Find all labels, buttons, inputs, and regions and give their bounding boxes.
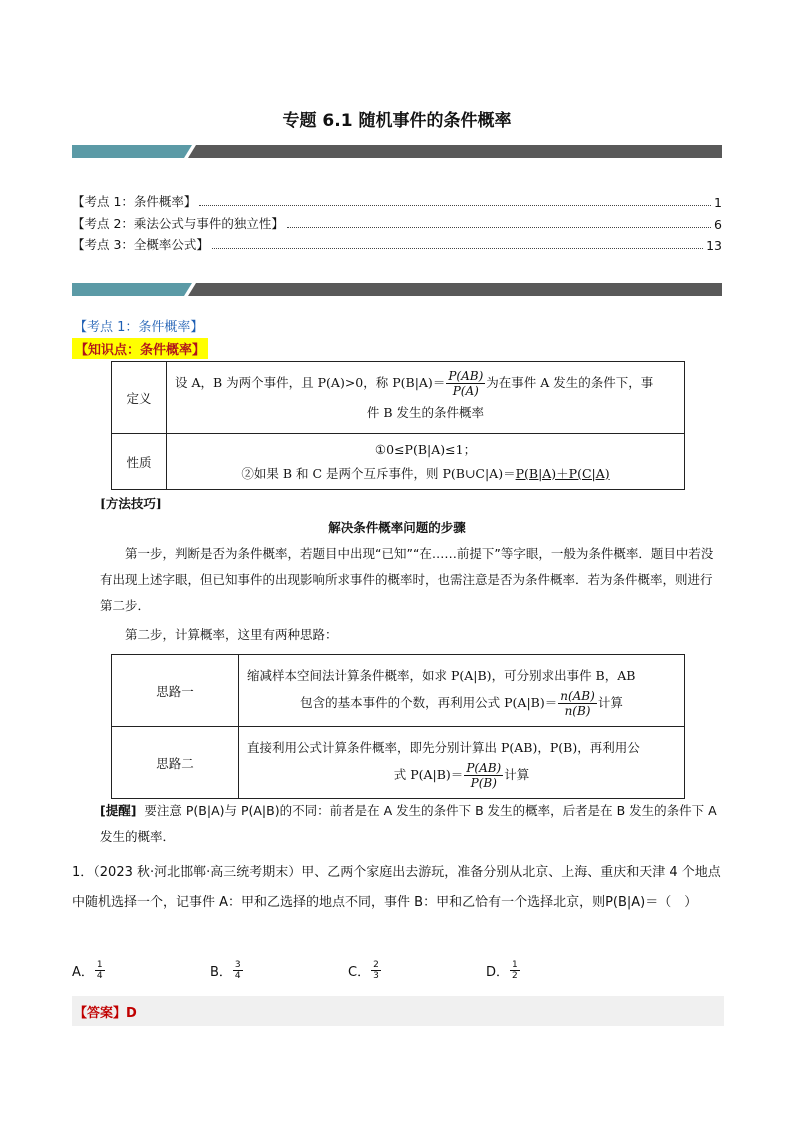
fraction-denominator: 4	[96, 971, 103, 981]
fraction-numerator: 3	[234, 960, 241, 970]
ideas-table	[111, 654, 685, 799]
idea-text: 包含的基本事件的个数，再利用公式 P(A|B)＝	[300, 695, 558, 710]
option-a[interactable]	[72, 960, 106, 981]
fraction	[558, 689, 597, 718]
steps-title: 解决条件概率问题的步骤	[328, 520, 466, 535]
property-cell	[167, 434, 685, 490]
definition-text-part: 设 A，B 为两个事件，且 P(A)>0，称 P(B|A)＝	[175, 374, 446, 390]
fraction-numerator: 1	[512, 960, 518, 970]
toc-item-2[interactable]	[72, 212, 722, 232]
fraction-denominator: 3	[373, 971, 379, 981]
definition-cell	[167, 362, 685, 434]
option-fraction	[95, 960, 105, 981]
toc-item-1[interactable]	[72, 190, 722, 210]
toc-page-number: 1	[714, 195, 722, 210]
toc-page-number: 6	[714, 217, 722, 232]
idea-one-cell	[239, 655, 685, 727]
fraction-denominator: 2	[512, 971, 518, 981]
idea-text: 式 P(A|B)＝	[393, 767, 464, 782]
step-two-paragraph: 第二步，计算概率，这里有两种思路：	[125, 627, 338, 642]
fraction-denominator: P(A)	[452, 383, 479, 398]
answer-text: 【答案】D	[74, 1006, 137, 1021]
toc-item-3[interactable]	[72, 233, 722, 253]
knowledge-point-tag: 【知识点：条件概率】	[72, 338, 208, 359]
fraction	[446, 369, 485, 398]
fraction-denominator: n(B)	[564, 704, 591, 718]
reminder	[100, 798, 723, 850]
property-underlined-text: P(B|A)＋P(C|A)	[515, 465, 610, 481]
toc-leader	[199, 205, 711, 206]
reminder-label: [提醒]	[100, 803, 137, 818]
property-line: ①0≤P(B|A)≤1；	[374, 441, 477, 457]
fraction-denominator: P(B)	[470, 776, 497, 790]
definition-table	[111, 361, 685, 490]
step-one-paragraph: 第一步，判断是否为条件概率，若题目中出现“已知”“在……前提下”等字眼，一般为条件概率．题目中若没有出现上述字眼，但已知事件的出现影响所求事件的概率时，也需注意是否为条件概率．若为条件概率，则进行第二步．	[100, 546, 714, 613]
idea-text: 计算	[504, 767, 530, 782]
fraction-numerator: 2	[373, 960, 379, 970]
definition-label: 定义	[112, 362, 167, 434]
idea-text: 计算	[597, 695, 623, 710]
fraction-numerator: 1	[96, 960, 103, 970]
idea-one-label: 思路一	[112, 655, 239, 727]
option-letter: B．	[210, 965, 232, 980]
decorative-section-bar	[72, 283, 722, 296]
fraction	[464, 761, 503, 790]
fraction-numerator: n(AB)	[560, 689, 595, 703]
idea-text: 直接利用公式计算条件概率，即先分别计算出 P(AB)，P(B)，再利用公	[247, 740, 640, 755]
option-d[interactable]	[486, 960, 521, 981]
toc-leader	[287, 227, 711, 228]
property-text: ②如果 B 和 C 是两个互斥事件，则 P(B∪C|A)＝	[241, 465, 516, 481]
toc-label: 【考点 2：乘法公式与事件的独立性】	[72, 216, 284, 231]
option-letter: D．	[486, 965, 510, 980]
answer-box	[72, 996, 724, 1026]
fraction-numerator: P(AB)	[448, 368, 484, 383]
option-b[interactable]	[210, 960, 244, 981]
method-label: [方法技巧]	[100, 496, 162, 511]
decorative-header-bar	[72, 145, 722, 158]
option-c[interactable]	[348, 960, 382, 981]
option-fraction	[510, 960, 520, 981]
section-heading: 【考点 1：条件概率】	[74, 320, 204, 335]
answer-options	[72, 960, 722, 986]
option-letter: A．	[72, 965, 94, 980]
definition-text-part: 为在事件 A 发生的条件下，事	[486, 374, 654, 390]
option-letter: C．	[348, 965, 371, 980]
idea-two-label: 思路二	[112, 727, 239, 799]
idea-text: 缩减样本空间法计算条件概率，如求 P(A|B)，可分别求出事件 B，AB	[247, 668, 636, 683]
toc-page-number: 13	[706, 238, 722, 253]
toc-leader	[212, 248, 703, 249]
property-line	[168, 462, 683, 486]
option-fraction	[371, 960, 381, 981]
toc-label: 【考点 3：全概率公式】	[72, 237, 209, 252]
toc-label: 【考点 1：条件概率】	[72, 194, 197, 209]
fraction-denominator: 4	[234, 971, 241, 981]
fraction-numerator: P(AB)	[466, 761, 502, 775]
question-stem: 1．（2023 秋·河北邯郸·高三统考期末）甲、乙两个家庭出去游玩，准备分别从北京、上海、重庆和天津 4 个地点中随机选择一个，记事件 A：甲和乙选择的地点不同，事件 B：甲和乙恰有一个选择北京，则P(B|A)＝（ ）	[72, 865, 721, 910]
definition-text-part: 件 B 发生的条件概率	[366, 404, 485, 420]
idea-two-cell	[239, 727, 685, 799]
page-title: 专题 6.1 随机事件的条件概率	[282, 111, 512, 131]
property-label: 性质	[112, 434, 167, 490]
option-fraction	[233, 960, 243, 981]
reminder-text: 要注意 P(B|A)与 P(A|B)的不同：前者是在 A 发生的条件下 B 发生的概率，后者是在 B 发生的条件下 A 发生的概率．	[100, 803, 717, 844]
